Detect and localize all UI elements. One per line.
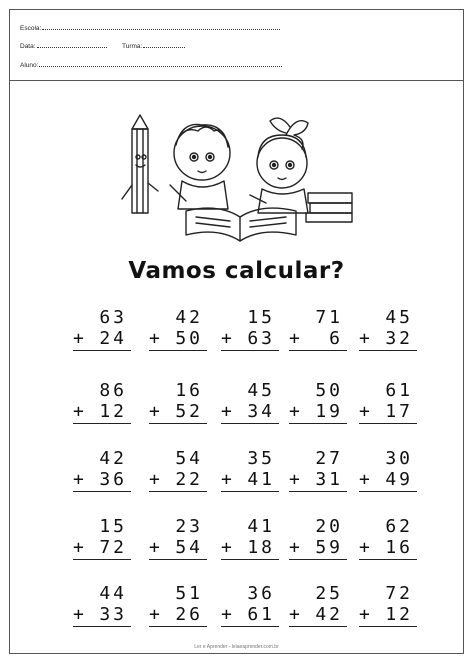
escola-dotted-line	[42, 24, 280, 30]
answer-line[interactable]	[359, 626, 417, 627]
worksheet-page	[9, 9, 464, 654]
problem-top-number: 62	[385, 516, 413, 537]
addition-problem	[359, 516, 417, 560]
problem-bottom-number: 33	[99, 604, 127, 625]
problem-bottom-number: 42	[315, 604, 343, 625]
aluno-field[interactable]	[20, 61, 282, 69]
addition-problem	[289, 307, 347, 351]
addition-problem	[221, 448, 279, 492]
problem-bottom-number: 54	[175, 537, 203, 558]
addition-problem	[149, 448, 207, 492]
problem-top-number: 20	[315, 516, 343, 537]
turma-label: Turma:	[122, 43, 143, 50]
turma-dotted-line	[143, 42, 185, 48]
plus-sign: +	[221, 537, 232, 558]
plus-sign: +	[289, 401, 300, 422]
answer-line[interactable]	[73, 423, 131, 424]
problem-top-number: 36	[247, 583, 275, 604]
problem-top-number: 50	[315, 380, 343, 401]
problem-bottom-number: 49	[385, 469, 413, 490]
answer-line[interactable]	[289, 491, 347, 492]
problem-bottom-number: 36	[99, 469, 127, 490]
plus-sign: +	[359, 537, 370, 558]
plus-sign: +	[289, 469, 300, 490]
answer-line[interactable]	[359, 423, 417, 424]
plus-sign: +	[73, 328, 84, 349]
addition-problem	[359, 307, 417, 351]
answer-line[interactable]	[221, 626, 279, 627]
answer-line[interactable]	[149, 491, 207, 492]
plus-sign: +	[73, 469, 84, 490]
problem-bottom-number: 31	[315, 469, 343, 490]
problem-bottom-number: 50	[175, 328, 203, 349]
problem-top-number: 25	[315, 583, 343, 604]
problem-bottom-number: 72	[99, 537, 127, 558]
aluno-label: Aluno:	[20, 62, 39, 69]
data-label: Data:	[20, 43, 36, 50]
answer-line[interactable]	[73, 559, 131, 560]
problem-top-number: 15	[99, 516, 127, 537]
problem-top-number: 16	[175, 380, 203, 401]
answer-line[interactable]	[289, 423, 347, 424]
problem-top-number: 51	[175, 583, 203, 604]
answer-line[interactable]	[73, 350, 131, 351]
addition-problem	[289, 448, 347, 492]
escola-label: Escola:	[20, 25, 42, 32]
plus-sign: +	[359, 401, 370, 422]
data-dotted-line	[37, 42, 107, 48]
problem-bottom-number: 24	[99, 328, 127, 349]
problem-top-number: 72	[385, 583, 413, 604]
addition-problem	[73, 583, 131, 627]
problem-bottom-number: 22	[175, 469, 203, 490]
problem-bottom-number: 52	[175, 401, 203, 422]
answer-line[interactable]	[149, 559, 207, 560]
problem-top-number: 23	[175, 516, 203, 537]
problem-bottom-number: 41	[247, 469, 275, 490]
data-field[interactable]	[20, 42, 107, 50]
aluno-dotted-line	[39, 61, 282, 67]
addition-problem	[221, 380, 279, 424]
answer-line[interactable]	[73, 626, 131, 627]
problem-bottom-number: 63	[247, 328, 275, 349]
plus-sign: +	[221, 328, 232, 349]
problem-top-number: 71	[315, 307, 343, 328]
plus-sign: +	[359, 604, 370, 625]
student-info-header	[10, 10, 463, 81]
answer-line[interactable]	[221, 423, 279, 424]
answer-line[interactable]	[73, 491, 131, 492]
answer-line[interactable]	[221, 559, 279, 560]
plus-sign: +	[289, 604, 300, 625]
addition-problem	[149, 380, 207, 424]
addition-problem	[221, 307, 279, 351]
plus-sign: +	[359, 469, 370, 490]
problem-bottom-number: 61	[247, 604, 275, 625]
addition-problem	[359, 583, 417, 627]
answer-line[interactable]	[289, 626, 347, 627]
problem-top-number: 44	[99, 583, 127, 604]
addition-problem	[73, 380, 131, 424]
problem-bottom-number: 18	[247, 537, 275, 558]
problem-top-number: 61	[385, 380, 413, 401]
answer-line[interactable]	[221, 350, 279, 351]
answer-line[interactable]	[289, 350, 347, 351]
addition-problem	[73, 448, 131, 492]
problem-top-number: 45	[385, 307, 413, 328]
problem-top-number: 86	[99, 380, 127, 401]
problem-bottom-number: 59	[315, 537, 343, 558]
plus-sign: +	[221, 401, 232, 422]
addition-problem	[73, 307, 131, 351]
plus-sign: +	[221, 604, 232, 625]
addition-problem	[149, 583, 207, 627]
problem-top-number: 42	[175, 307, 203, 328]
turma-field[interactable]	[122, 42, 185, 50]
addition-problem	[289, 516, 347, 560]
problem-top-number: 30	[385, 448, 413, 469]
answer-line[interactable]	[359, 491, 417, 492]
problem-top-number: 41	[247, 516, 275, 537]
problem-top-number: 54	[175, 448, 203, 469]
addition-problem	[359, 380, 417, 424]
addition-problem	[73, 516, 131, 560]
plus-sign: +	[221, 469, 232, 490]
problem-bottom-number: 12	[99, 401, 127, 422]
problem-bottom-number: 34	[247, 401, 275, 422]
plus-sign: +	[73, 401, 84, 422]
plus-sign: +	[149, 328, 160, 349]
problem-top-number: 35	[247, 448, 275, 469]
answer-line[interactable]	[221, 491, 279, 492]
plus-sign: +	[149, 401, 160, 422]
addition-problem	[359, 448, 417, 492]
answer-line[interactable]	[149, 350, 207, 351]
problem-top-number: 63	[99, 307, 127, 328]
worksheet-title: Vamos calcular?	[128, 258, 345, 284]
escola-field[interactable]	[20, 24, 280, 32]
addition-problem	[221, 516, 279, 560]
addition-problem	[149, 307, 207, 351]
problem-bottom-number: 12	[385, 604, 413, 625]
plus-sign: +	[73, 537, 84, 558]
problem-top-number: 27	[315, 448, 343, 469]
problem-top-number: 45	[247, 380, 275, 401]
addition-problem	[149, 516, 207, 560]
answer-line[interactable]	[359, 559, 417, 560]
problem-bottom-number: 17	[385, 401, 413, 422]
plus-sign: +	[289, 537, 300, 558]
answer-line[interactable]	[149, 626, 207, 627]
answer-line[interactable]	[359, 350, 417, 351]
plus-sign: +	[149, 604, 160, 625]
plus-sign: +	[359, 328, 370, 349]
site-footer: Ler e Aprender - leiaeaprender.com.br	[194, 644, 279, 650]
problem-bottom-number: 32	[385, 328, 413, 349]
plus-sign: +	[149, 469, 160, 490]
answer-line[interactable]	[289, 559, 347, 560]
problem-bottom-number: 19	[315, 401, 343, 422]
problem-bottom-number: 26	[175, 604, 203, 625]
addition-problem	[289, 380, 347, 424]
addition-problem	[221, 583, 279, 627]
problem-bottom-number: 16	[385, 537, 413, 558]
problem-bottom-number: 6	[329, 328, 343, 349]
plus-sign: +	[73, 604, 84, 625]
plus-sign: +	[289, 328, 300, 349]
problem-top-number: 42	[99, 448, 127, 469]
plus-sign: +	[149, 537, 160, 558]
answer-line[interactable]	[149, 423, 207, 424]
problem-top-number: 15	[247, 307, 275, 328]
children-reading-book-illustration	[110, 105, 358, 245]
addition-problem	[289, 583, 347, 627]
